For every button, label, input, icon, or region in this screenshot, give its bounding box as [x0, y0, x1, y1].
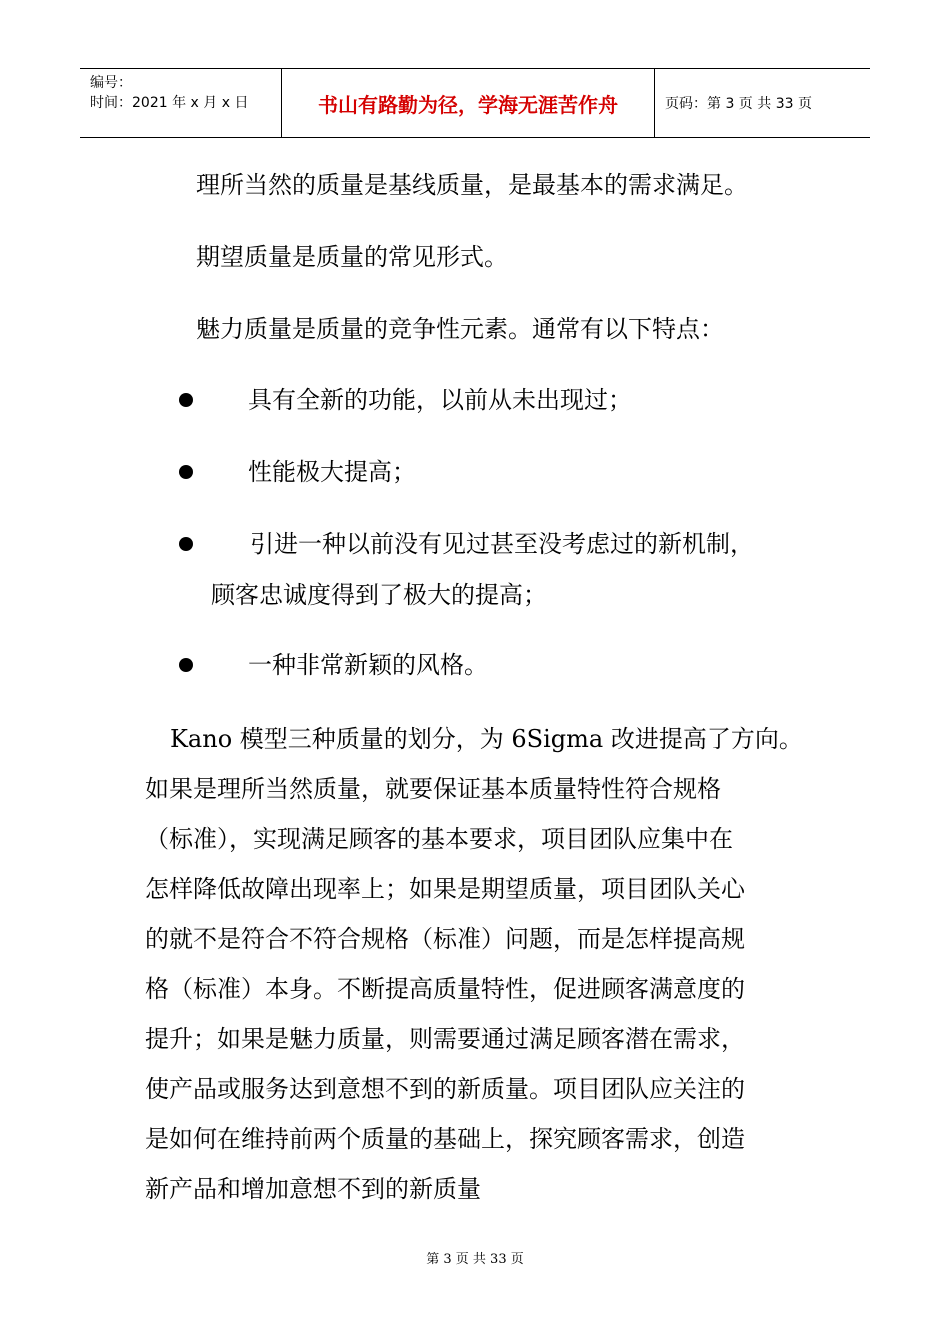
bullet-item: 性能极大提高；	[248, 458, 416, 486]
paragraph-line: Kano 模型三种质量的划分，为 6Sigma 改进提高了方向。	[170, 725, 803, 753]
paragraph-line: 格（标准）本身。不断提高质量特性，促进顾客满意度的	[145, 975, 745, 1003]
bullet-dot	[179, 465, 193, 479]
page-footer: 第 3 页 共 33 页	[426, 1252, 524, 1267]
paragraph-line: 是如何在维持前两个质量的基础上，探究顾客需求，创造	[145, 1125, 745, 1153]
paragraph-line: （标准），实现满足顾客的基本要求，项目团队应集中在	[145, 825, 733, 853]
paragraph-baseline-quality: 理所当然的质量是基线质量，是最基本的需求满足。	[196, 171, 748, 199]
number-label: 编号：	[90, 75, 132, 91]
paragraph-line: 新产品和增加意想不到的新质量	[145, 1175, 481, 1203]
document-header	[80, 68, 870, 138]
paragraph-line: 怎样降低故障出现率上；如果是期望质量，项目团队关心	[145, 875, 745, 903]
paragraph-line: 如果是理所当然质量，就要保证基本质量特性符合规格	[145, 775, 721, 803]
bullet-dot	[179, 393, 193, 407]
paragraph-line: 的就不是符合不符合规格（标准）问题，而是怎样提高规	[145, 925, 745, 953]
bullet-dot	[179, 658, 193, 672]
paragraph-line: 提升；如果是魅力质量，则需要通过满足顾客潜在需求，	[145, 1025, 745, 1053]
paragraph-attractive-quality: 魅力质量是质量的竞争性元素。通常有以下特点：	[196, 315, 724, 343]
bullet-item: 具有全新的功能，以前从未出现过；	[248, 386, 632, 414]
bullet-item: 一种非常新颖的风格。	[248, 651, 488, 679]
header-motto: 书山有路勤为径，学海无涯苦作舟	[282, 69, 655, 137]
bullet-item-continuation: 顾客忠诚度得到了极大的提高；	[211, 581, 547, 609]
header-meta	[80, 69, 282, 137]
paragraph-expected-quality: 期望质量是质量的常见形式。	[196, 243, 508, 271]
paragraph-line: 使产品或服务达到意想不到的新质量。项目团队应关注的	[145, 1075, 745, 1103]
bullet-item: 引进一种以前没有见过甚至没考虑过的新机制，	[250, 530, 754, 558]
header-page-info: 页码：第 3 页 共 33 页	[665, 96, 812, 112]
time-label: 时间：2021 年 x 月 x 日	[90, 95, 249, 111]
bullet-dot	[179, 537, 193, 551]
